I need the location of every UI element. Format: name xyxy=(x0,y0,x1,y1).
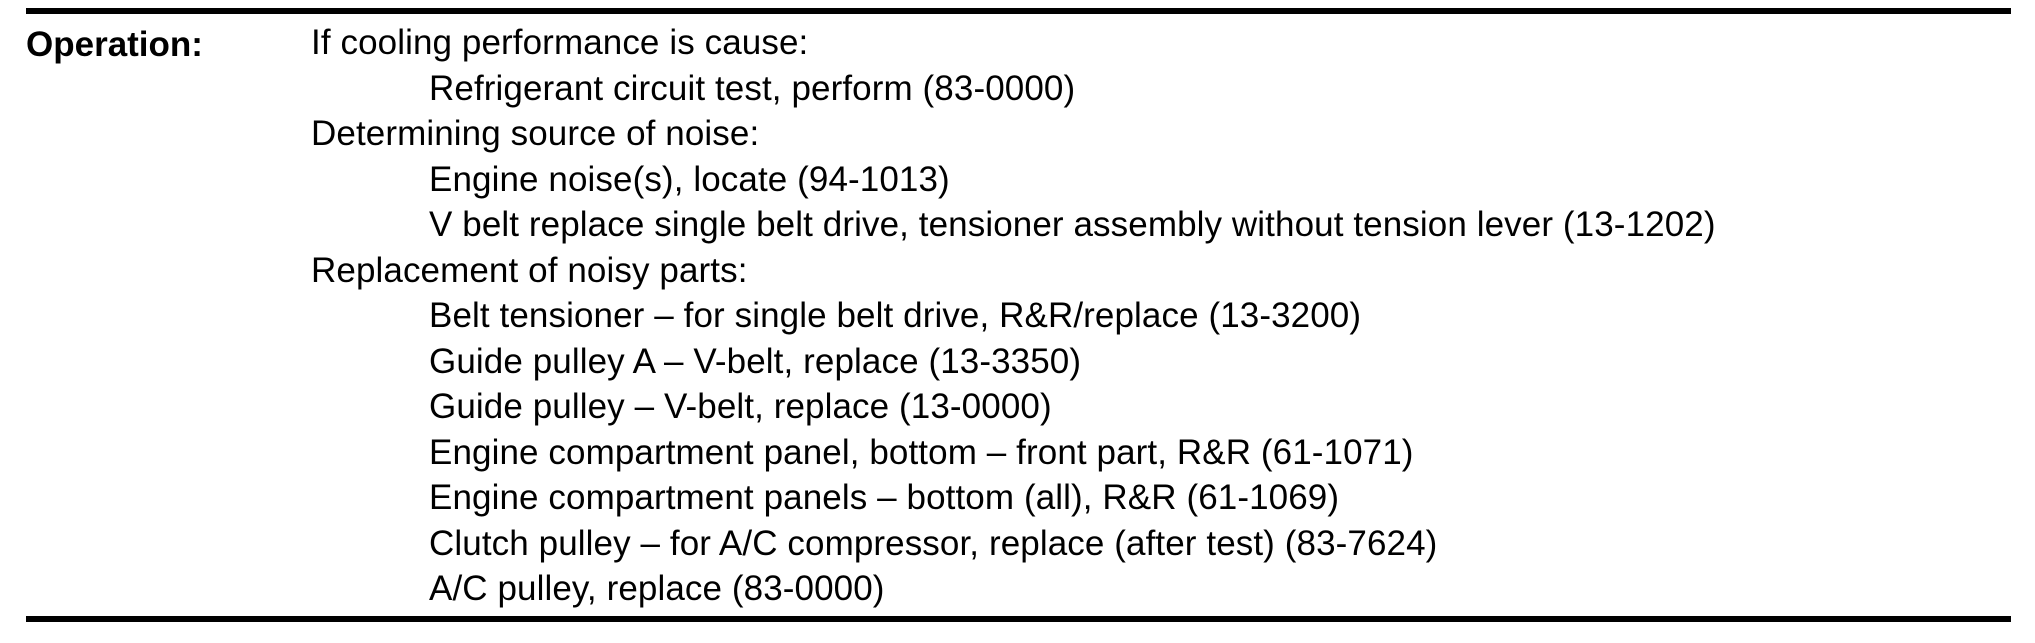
operation-line: Replacement of noisy parts: xyxy=(311,250,748,290)
operation-table xyxy=(26,8,2011,622)
operation-line: If cooling performance is cause: xyxy=(311,23,809,62)
operation-line: Guide pulley A – V-belt, replace (13-3350) xyxy=(429,341,1082,381)
operation-line: A/C pulley, replace (83-0000) xyxy=(429,569,885,608)
operation-line: Guide pulley – V-belt, replace (13-0000) xyxy=(429,387,1052,426)
table-row xyxy=(26,20,2011,612)
operation-line: Clutch pulley – for A/C compressor, replace (after test) (83-7624) xyxy=(429,523,1438,563)
operation-line: V belt replace single belt drive, tensioner assembly without tension lever (13-1202) xyxy=(429,205,1716,244)
operation-line: Determining source of noise: xyxy=(311,114,760,153)
operation-line: Engine compartment panels – bottom (all), R&R (61-1069) xyxy=(429,478,1340,517)
operation-line: Refrigerant circuit test, perform (83-0000) xyxy=(429,68,1076,108)
operation-line: Engine noise(s), locate (94-1013) xyxy=(429,159,950,199)
operation-line: Belt tensioner – for single belt drive, R&R/replace (13-3200) xyxy=(429,296,1362,335)
operation-line: Engine compartment panel, bottom – front part, R&R (61-1071) xyxy=(429,432,1414,472)
operation-label: Operation: xyxy=(26,25,203,64)
operation-content xyxy=(311,20,2011,612)
